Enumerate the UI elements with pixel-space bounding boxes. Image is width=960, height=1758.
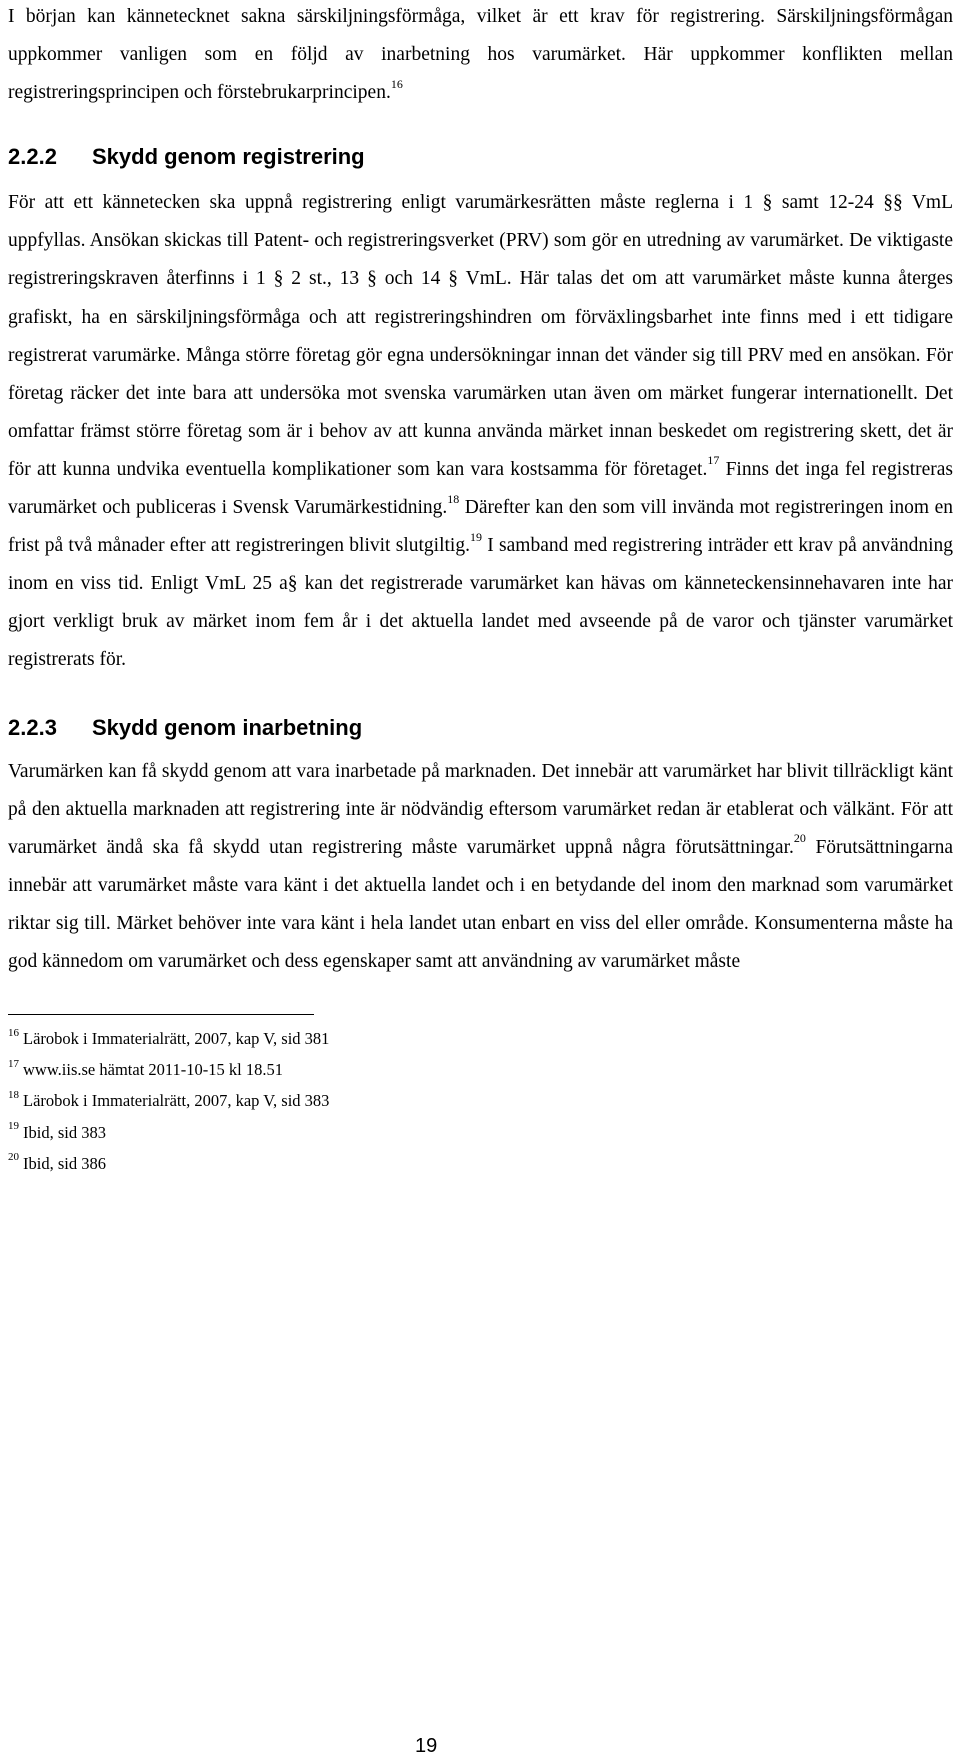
registration-paragraph xyxy=(8,184,953,679)
section-title: Skydd genom registrering xyxy=(92,144,365,170)
paragraph-text: Finns det inga fel registreras varumärket och publiceras i Svensk Varumärkestidning. xyxy=(8,458,954,519)
footnote-ref-17: 17 xyxy=(707,453,720,468)
section-number: 2.2.2 xyxy=(8,144,57,170)
footnote-number: 18 xyxy=(8,1088,19,1101)
page-number: 19 xyxy=(415,1735,438,1757)
footnote-17 xyxy=(8,1054,953,1085)
footnote-19 xyxy=(8,1117,953,1148)
footnote-ref-16: 16 xyxy=(390,76,403,91)
paragraph-text: Förutsättningarna innebär att varumärket måste vara känt i det aktuella landet och i en betydande del inom den marknad som varumärket riktar sig till. Märket behöver inte vara känt i hela landet utan enbart en viss del eller område. Konsumenterna måste ha god kännedom om varumärket och dess egenskaper samt att användning av varumärket måste xyxy=(8,836,953,972)
footnote-number: 16 xyxy=(8,1026,19,1039)
footnote-18 xyxy=(8,1085,953,1116)
footnote-ref-20: 20 xyxy=(793,831,806,846)
paragraph-text: I samband med registrering inträder ett krav på användning inom en viss tid. Enligt VmL 25 a§ kan det registrerade varumärket kan hävas om känneteckensinnehavaren inte har gjort verkligt bruk av märket inom fem år i det aktuella landet med avseende på de varor och tjänster varumärket registrerats för. xyxy=(8,535,953,671)
document-page xyxy=(8,0,953,1179)
established-use-paragraph xyxy=(8,753,953,982)
footnote-text: www.iis.se hämtat 2011-10-15 kl 18.51 xyxy=(23,1060,283,1080)
section-title: Skydd genom inarbetning xyxy=(92,714,363,740)
intro-text: I början kan kännetecknet sakna särskiljningsförmåga, vilket är ett krav för registrering. Särskiljningsförmågan uppkommer vanligen som en följd av inarbetning hos varumärket. Här uppkommer konflikten mellan registreringsprincipen och förstebrukarprincipen. xyxy=(8,6,953,104)
paragraph-text: Varumärken kan få skydd genom att vara inarbetade på marknaden. Det innebär att varumärket har blivit tillräckligt känt på den aktuella marknaden att registrering inte är nödvändig eftersom varumärket redan är etablerat och välkänt. För att varumärket ändå ska få skydd utan registrering måste varumärket uppnå några förutsättningar. xyxy=(8,760,953,858)
footnotes xyxy=(8,1023,953,1179)
footnote-separator xyxy=(8,1014,314,1015)
footnote-number: 20 xyxy=(8,1151,19,1164)
footnote-ref-18: 18 xyxy=(447,491,460,506)
footnote-text: Ibid, sid 386 xyxy=(23,1153,106,1173)
footnote-20 xyxy=(8,1148,953,1179)
footnote-text: Lärobok i Immaterialrätt, 2007, kap V, sid 383 xyxy=(23,1091,330,1111)
footnote-text: Lärobok i Immaterialrätt, 2007, kap V, sid 381 xyxy=(23,1029,330,1049)
footnote-ref-19: 19 xyxy=(469,529,482,544)
intro-paragraph xyxy=(8,0,953,112)
section-number: 2.2.3 xyxy=(8,714,57,740)
paragraph-text: För att ett kännetecken ska uppnå registrering enligt varumärkesrätten måste reglerna i 1 § samt 12-24 §§ VmL uppfyllas. Ansökan skickas till Patent- och registreringsverket (PRV) som gör en utredning av varumärket. De viktigaste registreringskraven återfinns i 1 § 2 st., 13 § och 14 § VmL. Här talas det om att varumärket måste kunna återges grafiskt, ha en särskiljningsförmåga och att registreringshindren om förväxlingsbarhet inte finns med i ett tidigare registrerat varumärke. Många större företag gör egna undersökningar innan det vänder sig till PRV med en ansökan. För företag räcker det inte bara att undersöka mot svenska varumärken utan även om märket fungerar internationellt. Det omfattar främst större företag som är i behov av att kunna använda märket innan beskedet om registrering skett, det är för att kunna undvika eventuella komplikationer som kan vara kostsamma för företaget. xyxy=(8,192,953,480)
paragraph-text: Därefter kan den som vill invända mot registreringen inom en frist på två månader efter att registreringen blivit slutgiltig. xyxy=(8,497,953,557)
section-heading-registration xyxy=(8,142,953,172)
section-heading-established-use xyxy=(8,713,953,743)
footnote-number: 17 xyxy=(8,1057,19,1070)
footnote-text: Ibid, sid 383 xyxy=(23,1122,106,1142)
footnote-16 xyxy=(8,1023,953,1054)
footnote-number: 19 xyxy=(8,1120,19,1133)
